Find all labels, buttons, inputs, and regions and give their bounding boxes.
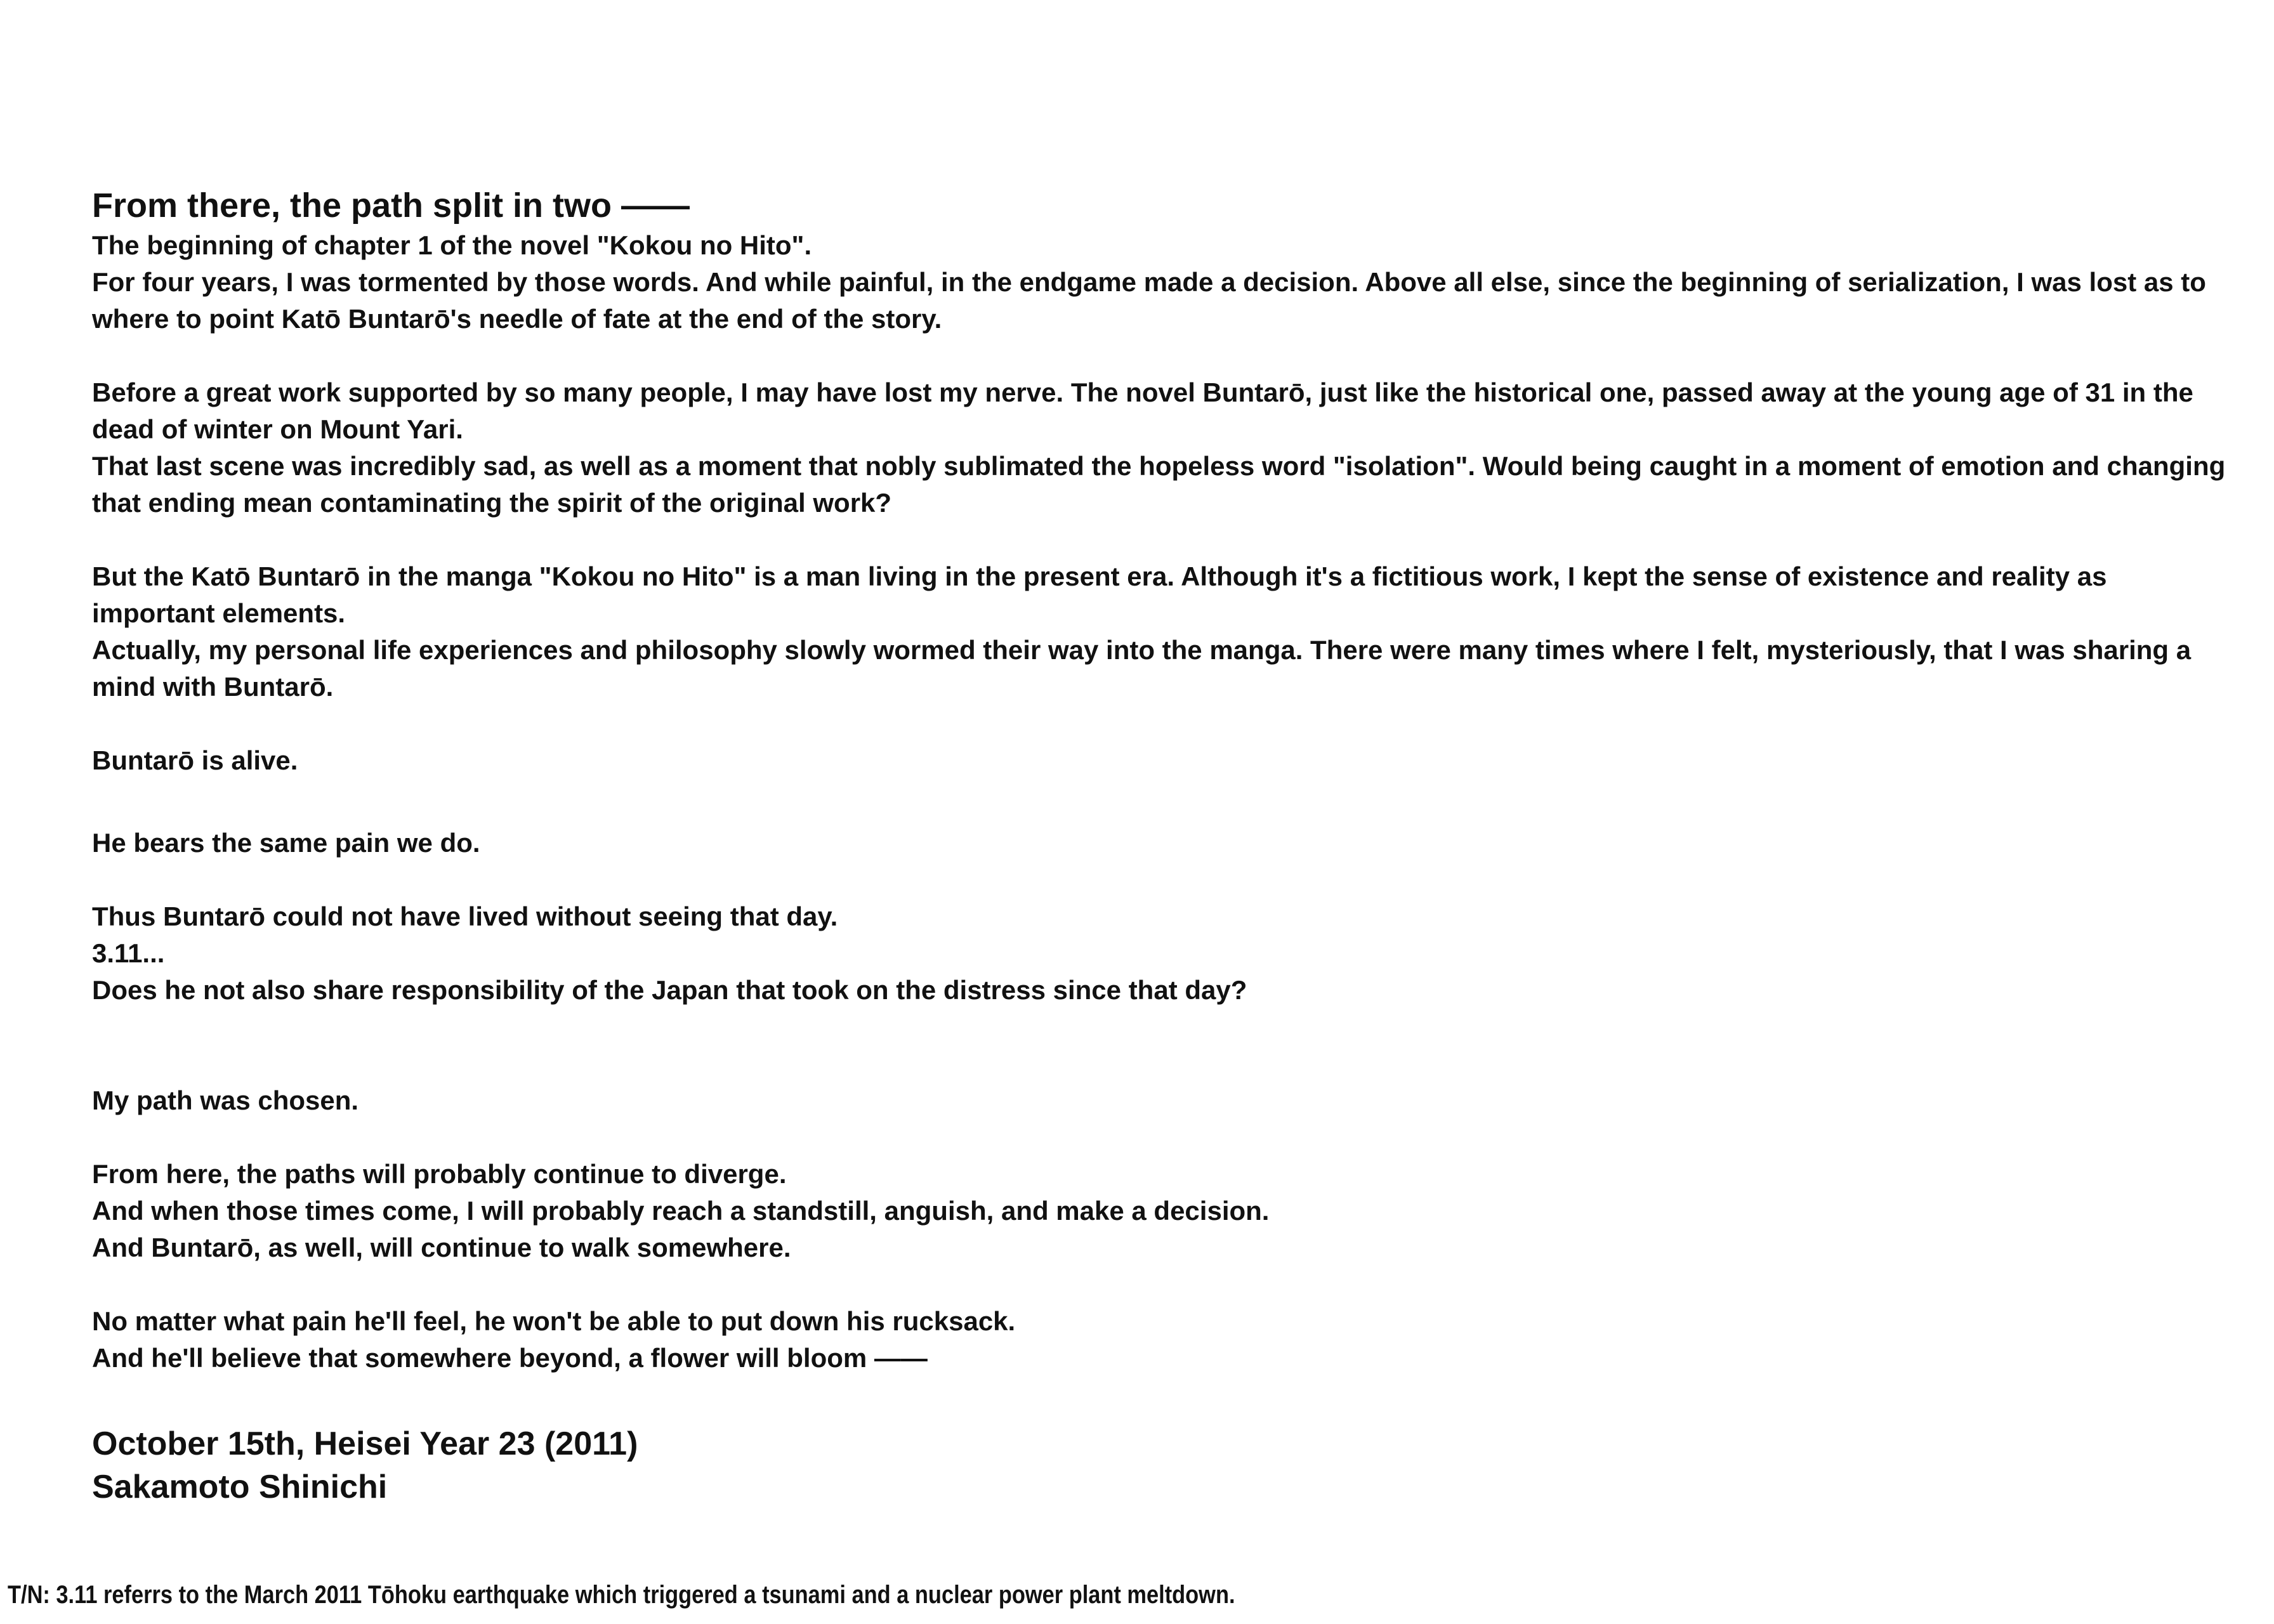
paragraph-same-pain: He bears the same pain we do. <box>92 828 480 858</box>
spacer <box>92 337 2237 374</box>
spacer <box>92 779 2237 825</box>
signature-date: October 15th, Heisei Year 23 (2011) <box>92 1425 638 1462</box>
spacer <box>92 521 2237 558</box>
paragraph-chapter-opening: The beginning of chapter 1 of the novel "Kokou no Hito". For four years, I was tormented by those words. And while painful, in the endgame made a decision. Above all else, since the beginning of serialization, I was lost as to where to point Katō Buntarō's needle of fate at the end of the story. <box>92 230 2206 334</box>
paragraph-great-work: Before a great work supported by so many people, I may have lost my nerve. The novel Buntarō, just like the historical one, passed away at the young age of 31 in the dead of winter on Mount Yari. That last scene was incredibly sad, as well as a moment that nobly sublimated the hopeless word "isolation". Would being caught in a moment of emotion and changing that ending mean contaminating the spirit of the original work? <box>92 377 2226 518</box>
signature-author: Sakamoto Shinichi <box>92 1469 388 1505</box>
spacer <box>92 1119 2237 1156</box>
spacer <box>92 1266 2237 1303</box>
translator-note: T/N: 3.11 referrs to the March 2011 Tōhoku earthquake which triggered a tsunami and a nuclear power plant meltdown. <box>8 1581 1235 1609</box>
spacer <box>92 861 2237 898</box>
paragraph-present-era: But the Katō Buntarō in the manga "Kokou no Hito" is a man living in the present era. Although it's a fictitious work, I kept the sense of existence and reality as important elements. Actually, my personal life experiences and philosophy slowly wormed their way into the manga. There were many times where I felt, mysteriously, that I was sharing a mind with Buntarō. <box>92 561 2192 702</box>
afterword-document <box>92 184 2237 1509</box>
paragraph-buntaro-alive: Buntarō is alive. <box>92 745 298 775</box>
spacer <box>92 705 2237 742</box>
paragraph-that-day: Thus Buntarō could not have lived without seeing that day. 3.11... Does he not also share responsibility of the Japan that took on the distress since that day? <box>92 901 1247 1005</box>
paragraph-rucksack: No matter what pain he'll feel, he won't be able to put down his rucksack. And he'll believe that somewhere beyond, a flower will bloom —— <box>92 1306 1016 1373</box>
afterword-heading: From there, the path split in two —— <box>92 187 690 225</box>
paragraph-path-chosen: My path was chosen. <box>92 1085 359 1115</box>
spacer <box>92 1377 2237 1422</box>
paragraph-paths-diverge: From here, the paths will probably continue to diverge. And when those times come, I will probably reach a standstill, anguish, and make a decision. And Buntarō, as well, will continue to walk somewhere. <box>92 1159 1270 1262</box>
spacer <box>92 1009 2237 1082</box>
